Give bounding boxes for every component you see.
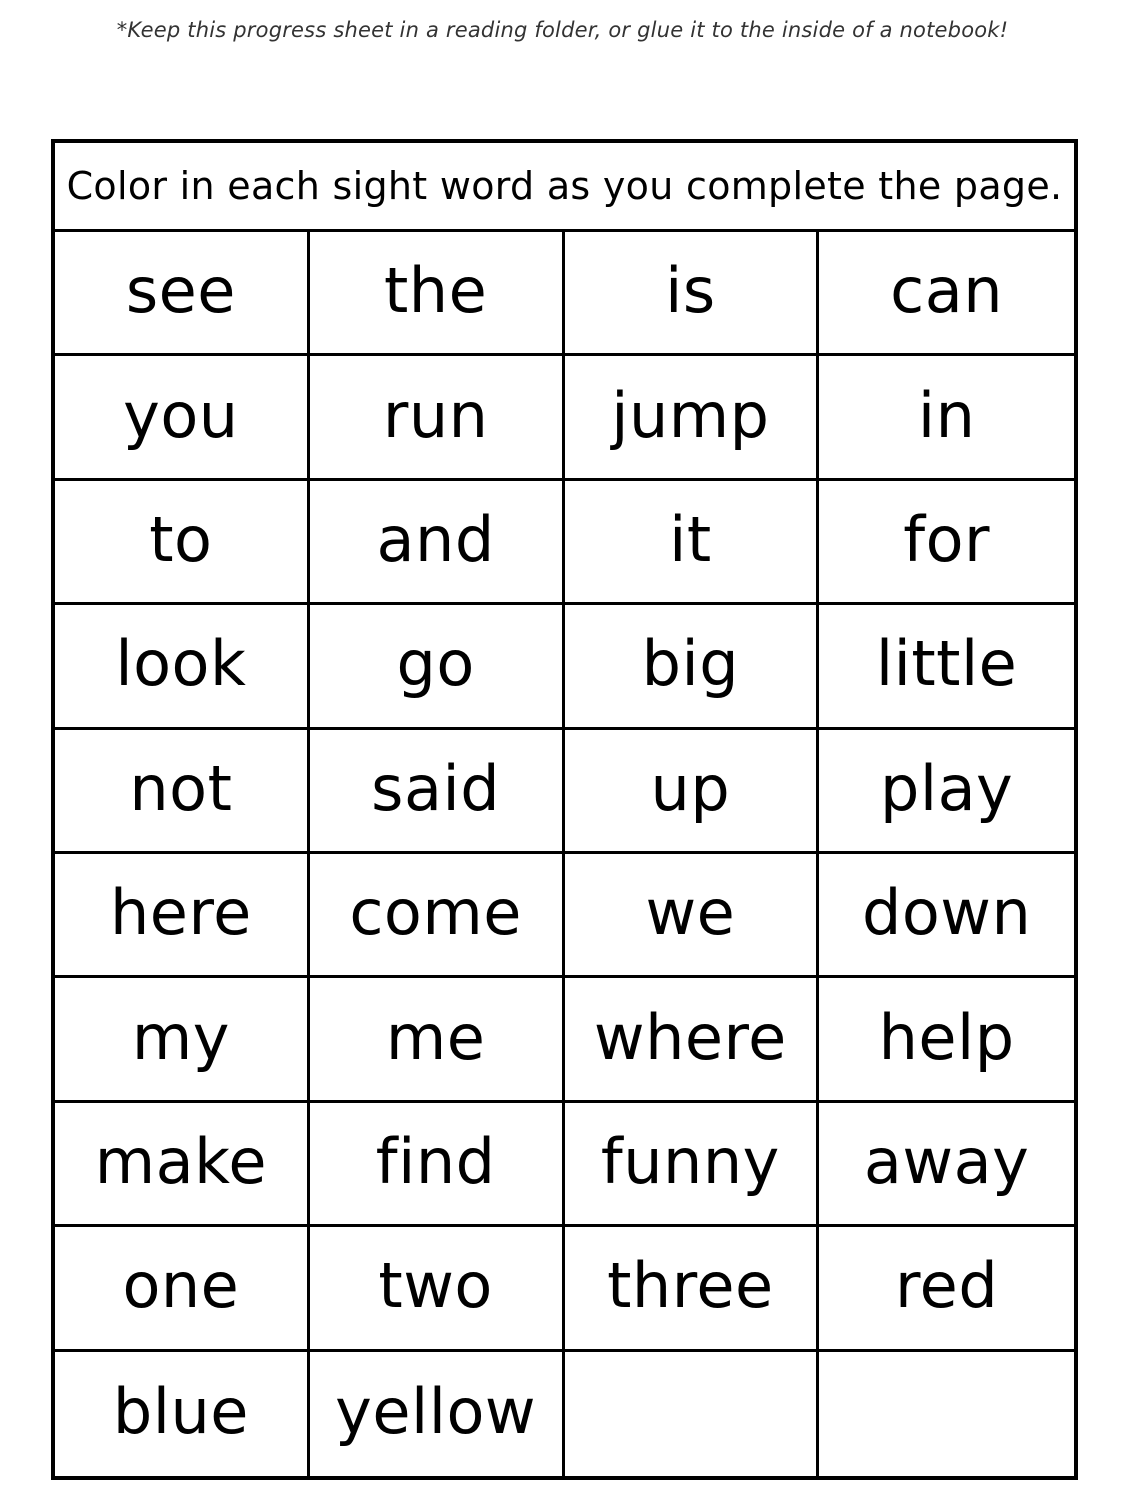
word-cell[interactable]: see (55, 232, 310, 356)
word-cell[interactable]: can (819, 232, 1074, 356)
sight-word-grid (55, 232, 1074, 1476)
word-cell[interactable]: make (55, 1103, 310, 1227)
empty-cell (819, 1352, 1074, 1476)
word-cell[interactable]: said (310, 730, 565, 854)
word-cell[interactable]: blue (55, 1352, 310, 1476)
word-cell[interactable]: one (55, 1227, 310, 1351)
word-cell[interactable]: funny (565, 1103, 820, 1227)
word-cell[interactable]: jump (565, 356, 820, 480)
word-cell[interactable]: me (310, 978, 565, 1102)
word-cell[interactable]: my (55, 978, 310, 1102)
word-cell[interactable]: come (310, 854, 565, 978)
word-cell[interactable]: little (819, 605, 1074, 729)
word-cell[interactable]: to (55, 481, 310, 605)
word-cell[interactable]: three (565, 1227, 820, 1351)
word-cell[interactable]: where (565, 978, 820, 1102)
word-cell[interactable]: go (310, 605, 565, 729)
empty-cell (565, 1352, 820, 1476)
word-cell[interactable]: down (819, 854, 1074, 978)
word-cell[interactable]: look (55, 605, 310, 729)
word-cell[interactable]: play (819, 730, 1074, 854)
word-cell[interactable]: you (55, 356, 310, 480)
word-cell[interactable]: it (565, 481, 820, 605)
word-cell[interactable]: the (310, 232, 565, 356)
word-cell[interactable]: big (565, 605, 820, 729)
word-cell[interactable]: run (310, 356, 565, 480)
word-cell[interactable]: we (565, 854, 820, 978)
instruction-note: *Keep this progress sheet in a reading folder, or glue it to the inside of a notebook! (116, 18, 1009, 42)
word-cell[interactable]: not (55, 730, 310, 854)
word-cell[interactable]: is (565, 232, 820, 356)
word-cell[interactable]: away (819, 1103, 1074, 1227)
table-header: Color in each sight word as you complete the page. (66, 164, 1063, 208)
word-cell[interactable]: in (819, 356, 1074, 480)
word-cell[interactable]: here (55, 854, 310, 978)
word-cell[interactable]: and (310, 481, 565, 605)
sight-word-progress-table (51, 139, 1078, 1480)
word-cell[interactable]: up (565, 730, 820, 854)
word-cell[interactable]: find (310, 1103, 565, 1227)
word-cell[interactable]: two (310, 1227, 565, 1351)
word-cell[interactable]: for (819, 481, 1074, 605)
word-cell[interactable]: help (819, 978, 1074, 1102)
word-cell[interactable]: red (819, 1227, 1074, 1351)
word-cell[interactable]: yellow (310, 1352, 565, 1476)
